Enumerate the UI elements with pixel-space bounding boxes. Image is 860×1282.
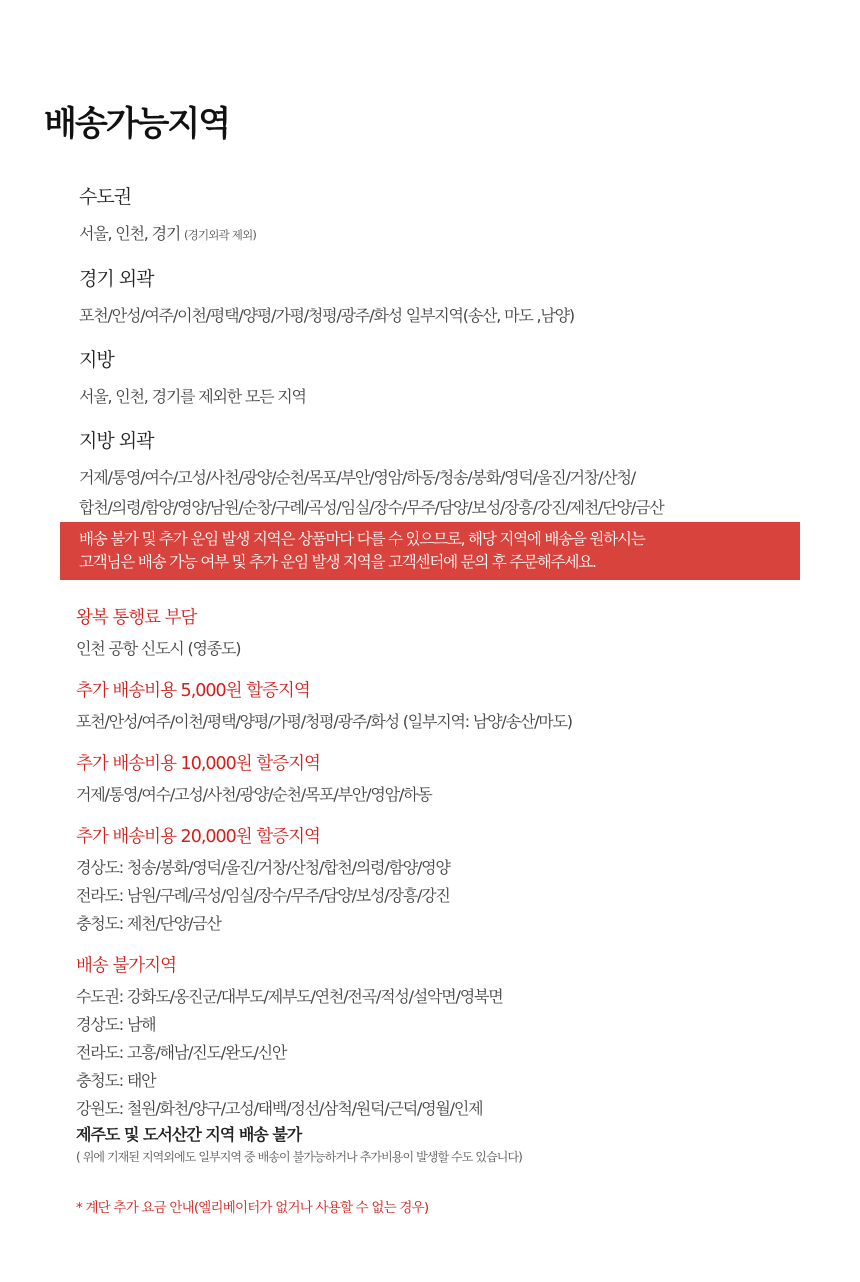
fee-10000 xyxy=(76,750,846,809)
region-provinces-outer xyxy=(79,426,839,523)
region-line: 서울, 인천, 경기를 제외한 모든 지역 xyxy=(79,387,306,406)
fee-5000 xyxy=(76,677,846,736)
stair-fee-footnote: * 계단 추가 요금 안내(엘리베이터가 없거나 사용할 수 없는 경우) xyxy=(76,1200,429,1216)
fee-heading: 왕복 통행료 부담 xyxy=(76,608,197,628)
delivery-regions xyxy=(79,182,839,537)
jeju-heading: 제주도 및 도서산간 지역 배송 불가 xyxy=(76,1125,302,1144)
fee-line: 충청도: 태안 xyxy=(76,1071,156,1090)
fee-heading: 배송 불가지역 xyxy=(76,956,176,976)
region-note: (경기외곽 제외) xyxy=(183,228,257,242)
fee-20000 xyxy=(76,823,846,938)
fee-line: 전라도: 고흥/해남/진도/완도/신안 xyxy=(76,1043,287,1062)
fee-toll xyxy=(76,604,846,663)
jeju-note: ( 위에 기재된 지역외에도 일부지역 중 배송이 불가능하거나 추가비용이 발생할 수도 있습니다) xyxy=(76,1150,522,1164)
fee-line: 경상도: 남해 xyxy=(76,1015,156,1034)
fee-line: 전라도: 남원/구례/곡성/임실/장수/무주/담양/보성/장흥/강진 xyxy=(76,886,450,905)
region-heading: 지방 xyxy=(79,349,114,371)
region-line: 포천/안성/여주/이천/평택/양평/가평/청평/광주/화성 일부지역(송산, 마도 ,남양) xyxy=(79,306,574,325)
fee-line: 수도권: 강화도/옹진군/대부도/제부도/연천/전곡/적성/설악면/영북면 xyxy=(76,987,503,1006)
region-capital xyxy=(79,182,839,250)
fee-line: 인천 공항 신도시 (영종도) xyxy=(76,639,241,658)
fee-line: 강원도: 철원/화천/양구/고성/태백/정선/삼척/원덕/근덕/영월/인제 xyxy=(76,1099,483,1118)
notice-banner xyxy=(60,522,800,580)
region-line: 거제/통영/여수/고성/사천/광양/순천/목포/부안/영암/하동/청송/봉화/영덕/울진/거창/산청/ xyxy=(79,468,635,487)
fee-heading: 추가 배송비용 5,000원 할증지역 xyxy=(76,681,310,701)
region-provinces xyxy=(79,345,839,412)
notice-line: 배송 불가 및 추가 운임 발생 지역은 상품마다 다를 수 있으므로, 해당 지역에 배송을 원하시는 xyxy=(79,530,645,548)
region-heading: 수도권 xyxy=(79,186,132,208)
region-heading: 지방 외곽 xyxy=(79,430,154,452)
region-heading: 경기 외곽 xyxy=(79,268,154,290)
fee-line: 거제/통영/여수/고성/사천/광양/순천/목포/부안/영암/하동 xyxy=(76,785,432,804)
fee-unavailable xyxy=(76,952,846,1167)
notice-line: 고객님은 배송 가능 여부 및 추가 운임 발생 지역을 고객센터에 문의 후 주문해주세요. xyxy=(79,553,596,571)
fee-heading: 추가 배송비용 20,000원 할증지역 xyxy=(76,827,320,847)
page-title: 배송가능지역 xyxy=(44,104,230,144)
region-line: 서울, 인천, 경기 (경기외곽 제외) xyxy=(79,224,257,243)
fee-line: 포천/안성/여주/이천/평택/양평/가평/청평/광주/화성 (일부지역: 남양/송산/마도) xyxy=(76,712,572,731)
fee-line: 충청도: 제천/단양/금산 xyxy=(76,914,221,933)
region-line: 합천/의령/함양/영양/남원/순창/구례/곡성/임실/장수/무주/담양/보성/장흥/강진/제천/단양/금산 xyxy=(79,498,664,517)
fee-line: 경상도: 청송/봉화/영덕/울진/거창/산청/합천/의령/함양/영양 xyxy=(76,858,450,877)
fee-sections xyxy=(76,604,846,1181)
region-gyeonggi-outer xyxy=(79,264,839,331)
fee-heading: 추가 배송비용 10,000원 할증지역 xyxy=(76,754,320,774)
